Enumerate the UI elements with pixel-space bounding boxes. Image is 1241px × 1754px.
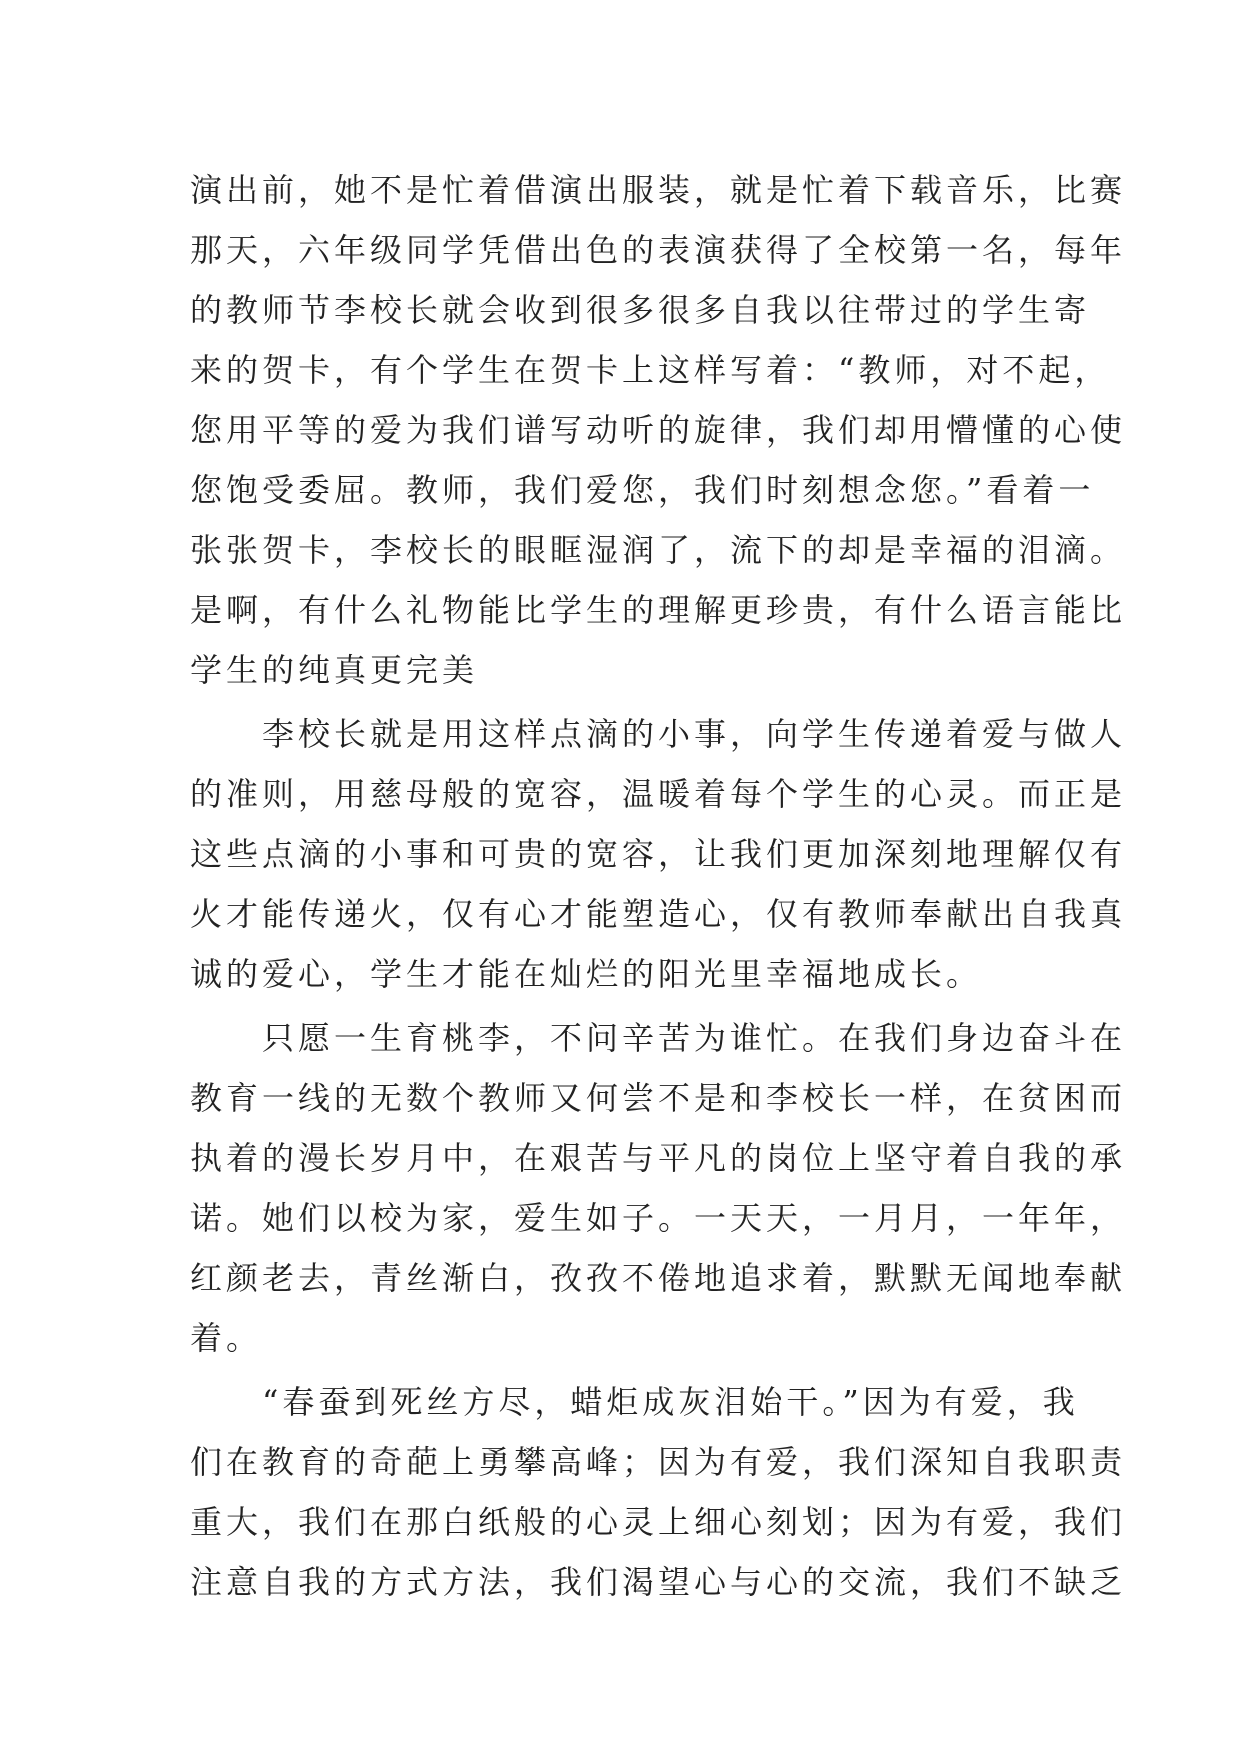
text-line: 演出前，她不是忙着借演出服装，就是忙着下载音乐，比赛 — [190, 171, 1127, 209]
text-line: 红颜老去，青丝渐白，孜孜不倦地追求着，默默无闻地奉献 — [190, 1259, 1127, 1297]
text-line: 您饱受委屈。教师，我们爱您，我们时刻想念您。”看着一 — [190, 471, 1095, 509]
text-line: 那天，六年级同学凭借出色的表演获得了全校第一名，每年 — [190, 231, 1127, 269]
text-line: 学生的纯真更完美 — [190, 651, 479, 689]
text-line: 重大，我们在那白纸般的心灵上细心刻划；因为有爱，我们 — [190, 1503, 1127, 1541]
paragraph — [190, 160, 1127, 700]
text-line: “春蚕到死丝方尽，蜡炬成灰泪始干。”因为有爱，我 — [190, 1383, 1079, 1421]
text-line: 的教师节李校长就会收到很多很多自我以往带过的学生寄 — [190, 291, 1091, 329]
text-line: 诺。她们以校为家，爱生如子。一天天，一月月，一年年， — [190, 1199, 1127, 1237]
text-line: 来的贺卡，有个学生在贺卡上这样写着：“教师，对不起， — [190, 351, 1111, 389]
text-line: 只愿一生育桃李，不问辛苦为谁忙。在我们身边奋斗在 — [190, 1019, 1127, 1057]
text-line: 着。 — [190, 1319, 263, 1357]
text-line: 这些点滴的小事和可贵的宽容，让我们更加深刻地理解仅有 — [190, 835, 1127, 873]
paragraph — [190, 1372, 1127, 1612]
text-line: 执着的漫长岁月中，在艰苦与平凡的岗位上坚守着自我的承 — [190, 1139, 1127, 1177]
paragraph — [190, 704, 1127, 1004]
text-line: 张张贺卡，李校长的眼眶湿润了，流下的却是幸福的泪滴。 — [190, 531, 1127, 569]
text-line: 是啊，有什么礼物能比学生的理解更珍贵，有什么语言能比 — [190, 591, 1127, 629]
paragraph — [190, 1008, 1127, 1368]
text-line: 注意自我的方式方法，我们渴望心与心的交流，我们不缺乏 — [190, 1563, 1127, 1601]
text-line: 教育一线的无数个教师又何尝不是和李校长一样，在贫困而 — [190, 1079, 1127, 1117]
text-line: 您用平等的爱为我们谱写动听的旋律，我们却用懵懂的心使 — [190, 411, 1127, 449]
document-body — [190, 160, 1127, 1612]
text-line: 李校长就是用这样点滴的小事，向学生传递着爱与做人 — [190, 715, 1127, 753]
text-line: 诚的爱心，学生才能在灿烂的阳光里幸福地成长。 — [190, 955, 983, 993]
text-line: 们在教育的奇葩上勇攀高峰；因为有爱，我们深知自我职责 — [190, 1443, 1127, 1481]
text-line: 的准则，用慈母般的宽容，温暖着每个学生的心灵。而正是 — [190, 775, 1127, 813]
text-line: 火才能传递火，仅有心才能塑造心，仅有教师奉献出自我真 — [190, 895, 1127, 933]
